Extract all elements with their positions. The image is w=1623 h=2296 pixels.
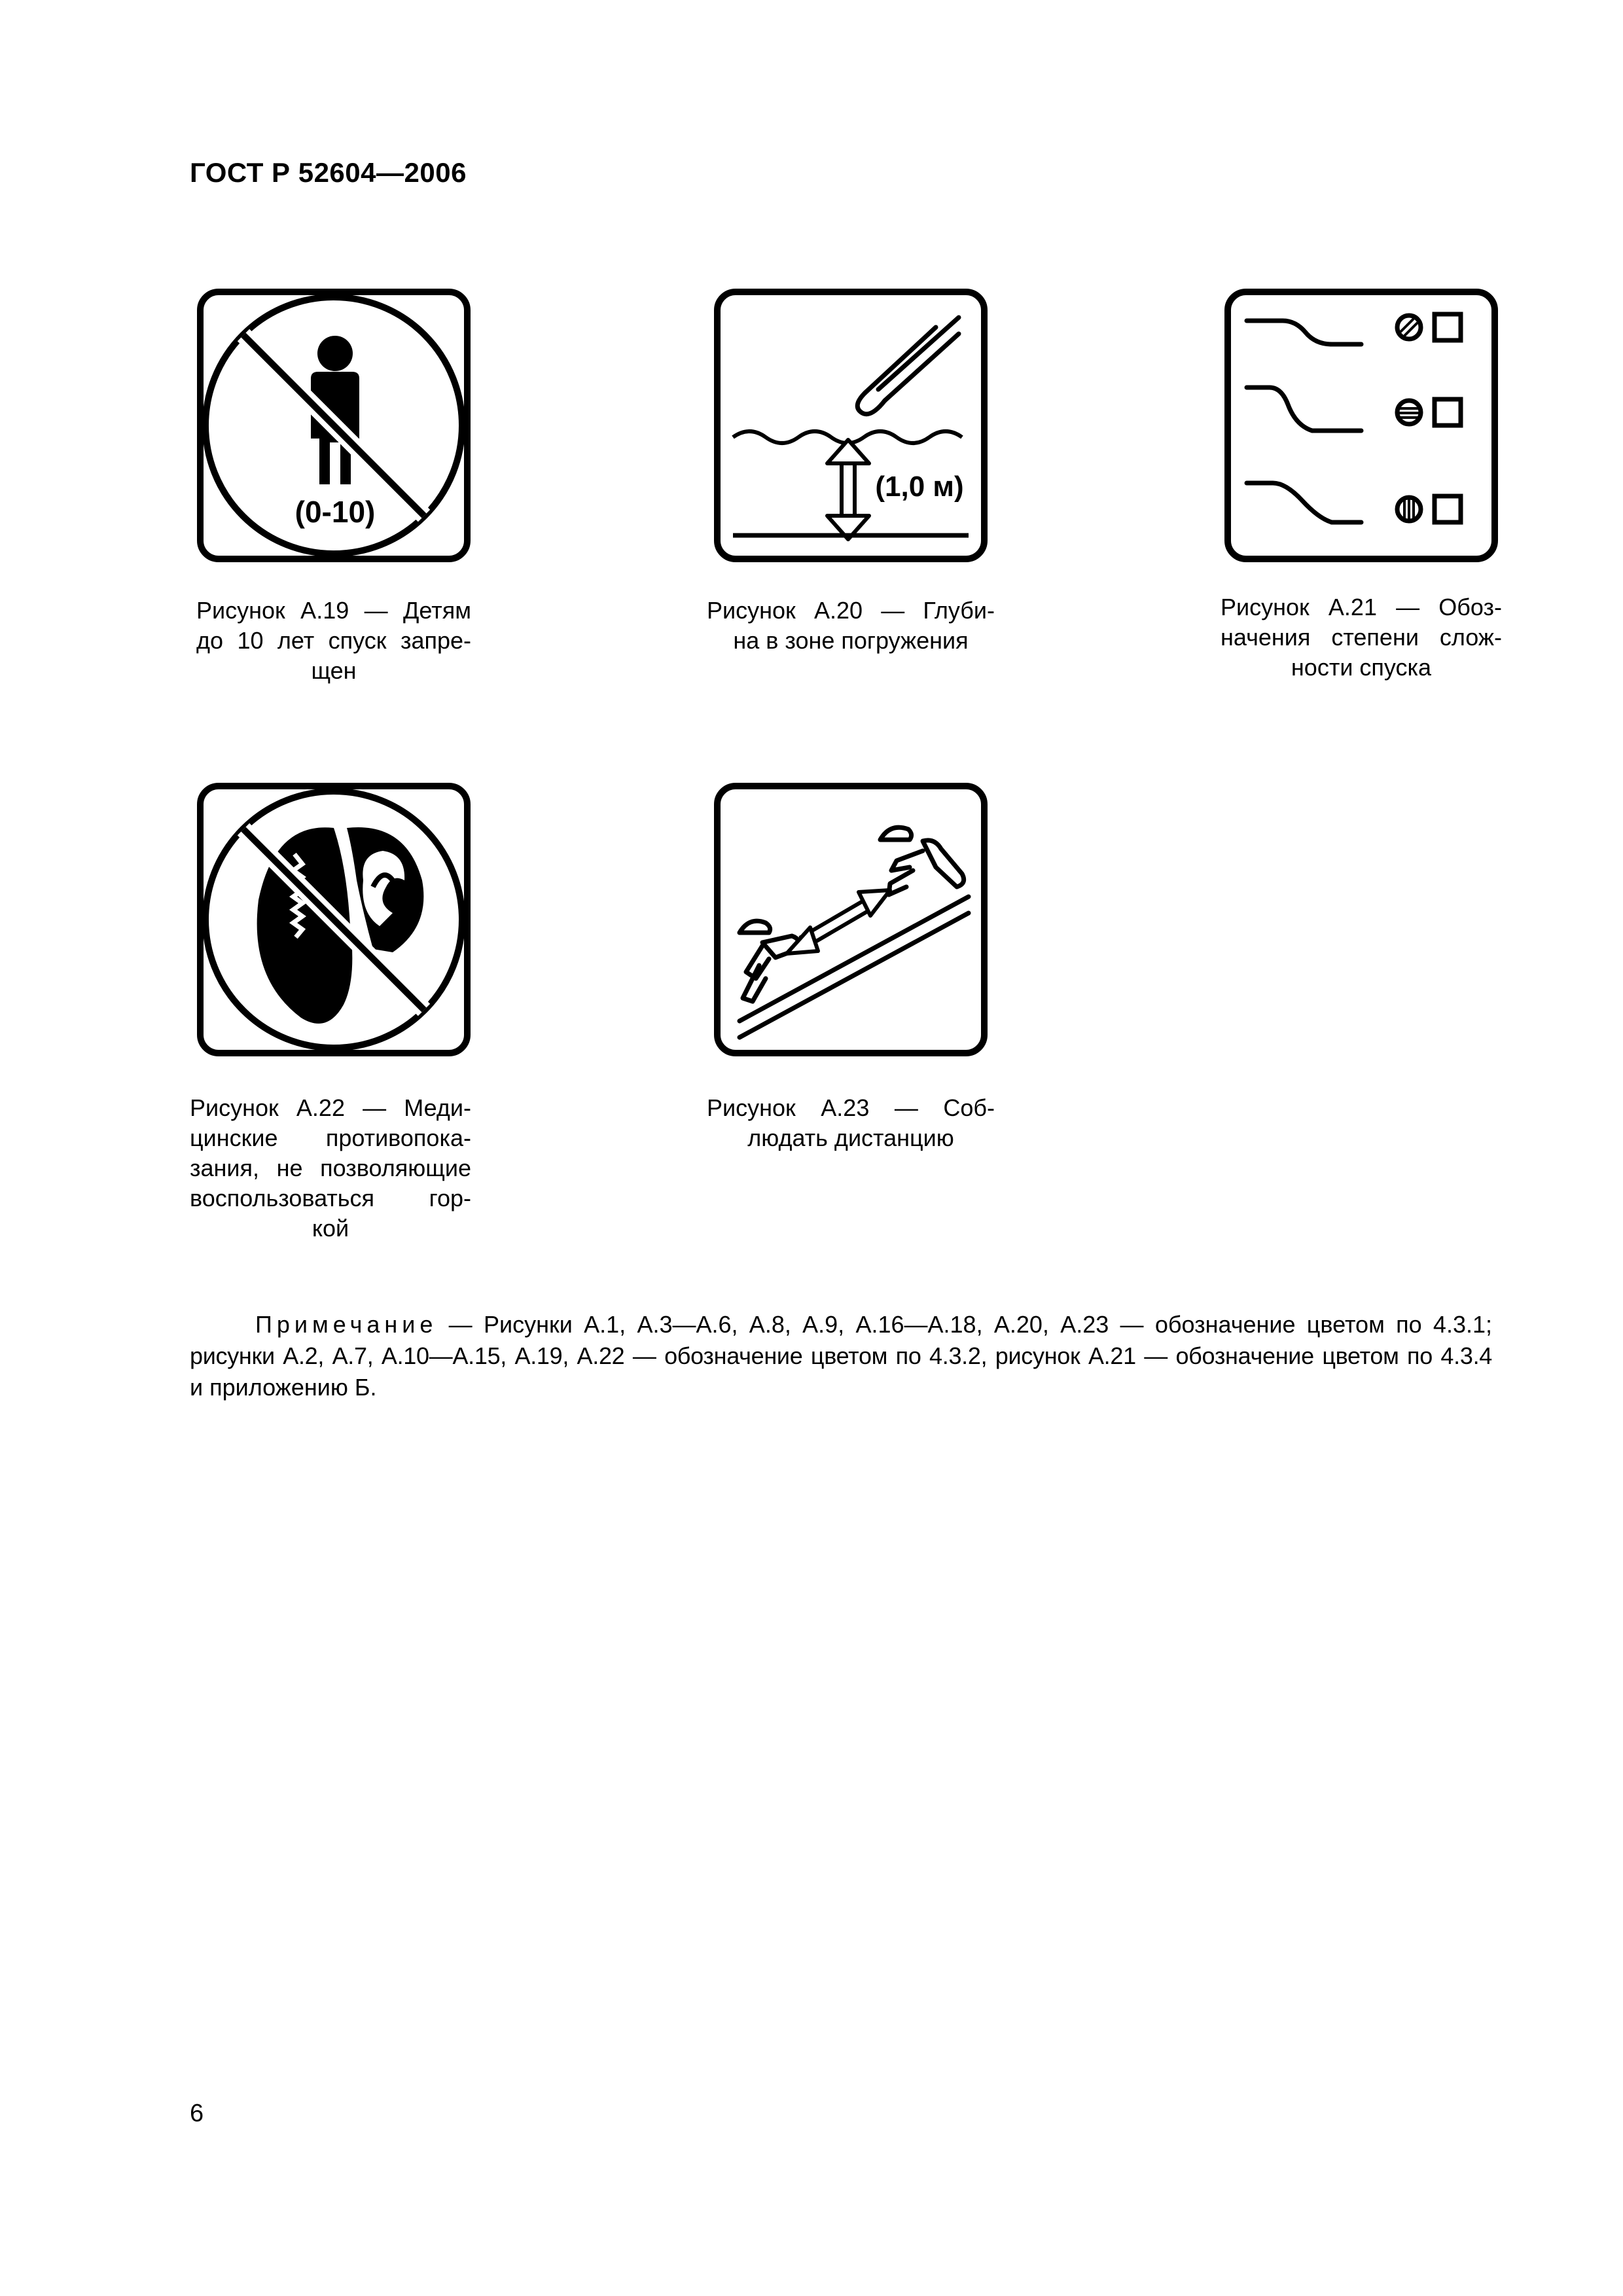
caption-a20: Рисунок А.20 — Глуби- на в зоне погружения (707, 597, 995, 654)
page-number: 6 (190, 2100, 204, 2127)
note-line-2: рисунки А.2, А.7, А.10—А.15, А.19, А.22 — обозначение цветом по 4.3.2, рисунок А.21 — обозначение цветом по 4.3.4 (190, 1342, 1492, 1369)
depth-value-label: (1,0 м) (875, 471, 964, 503)
vertical-hatched-circle-icon (1397, 497, 1421, 521)
sign-a22-medical-contraindications (196, 782, 471, 1057)
caption-a22: Рисунок А.22 — Меди- цинские противопока- зания, не позволяющие воспользоваться гор- кой (190, 1094, 471, 1242)
sign-a21-difficulty-levels (1224, 288, 1499, 563)
diagonal-hatched-circle-icon (1397, 315, 1421, 339)
note-label: Примечание (255, 1311, 438, 1338)
age-range-label: (0-10) (294, 495, 376, 529)
note-line-3: и приложению Б. (190, 1374, 377, 1401)
sign-a20-plunge-depth (713, 288, 988, 563)
caption-a21: Рисунок А.21 — Обоз- начения степени слож- ности спуска (1221, 594, 1502, 681)
empty-square-icon (1435, 496, 1461, 522)
note-paragraph (190, 1309, 1492, 1403)
empty-square-icon (1435, 314, 1461, 340)
caption-a23: Рисунок А.23 — Соб- людать дистанцию (707, 1094, 995, 1151)
note-line-1: — Рисунки А.1, А.3—А.6, А.8, А.9, А.16—А.18, А.20, А.23 — обозначение цветом по 4.3.1; (448, 1311, 1492, 1338)
document-header: ГОСТ Р 52604—2006 (190, 157, 467, 188)
horizontal-hatched-circle-icon (1397, 401, 1421, 424)
sign-a19-children-prohibited (196, 288, 471, 563)
sign-a23-keep-distance (713, 782, 988, 1057)
caption-a19: Рисунок А.19 — Детям до 10 лет спуск запре- щен (196, 597, 471, 684)
empty-square-icon (1435, 399, 1461, 425)
